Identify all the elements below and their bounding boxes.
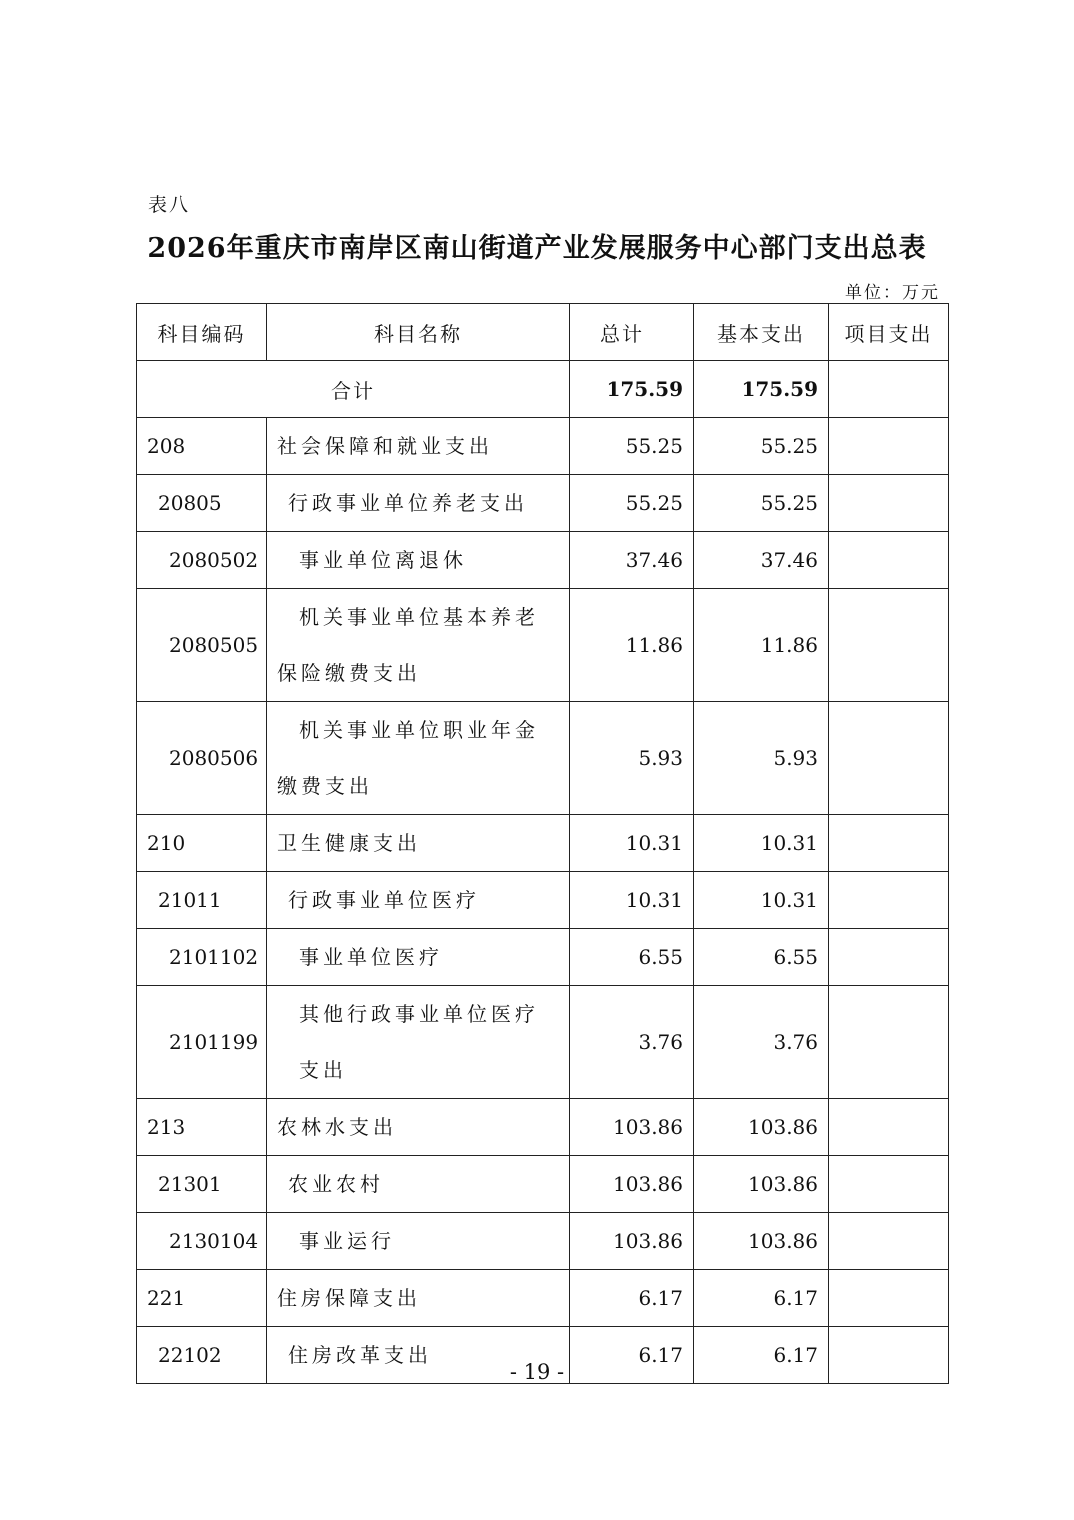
table-row	[137, 418, 949, 475]
row-code: 2101199	[137, 986, 267, 1099]
row-code: 22102	[137, 1327, 267, 1384]
table-row	[137, 1099, 949, 1156]
table-row	[137, 1270, 949, 1327]
table-row	[137, 872, 949, 929]
row-project	[829, 1099, 949, 1156]
page-number: - 19 -	[509, 1360, 565, 1384]
table-row	[137, 1213, 949, 1270]
row-basic: 6.17	[694, 1270, 829, 1327]
row-name: 行政事业单位养老支出	[267, 475, 570, 532]
row-name: 住房改革支出	[267, 1327, 570, 1384]
row-code: 210	[137, 815, 267, 872]
row-total: 10.31	[570, 815, 694, 872]
row-basic: 11.86	[694, 589, 829, 702]
header-project: 项目支出	[829, 304, 949, 361]
row-name: 农林水支出	[267, 1099, 570, 1156]
row-total: 11.86	[570, 589, 694, 702]
row-code: 2080505	[137, 589, 267, 702]
row-name: 机关事业单位基本养老保险缴费支出	[267, 589, 570, 702]
row-total: 5.93	[570, 702, 694, 815]
header-code: 科目编码	[137, 304, 267, 361]
row-total: 103.86	[570, 1099, 694, 1156]
row-code: 2080502	[137, 532, 267, 589]
row-basic: 6.17	[694, 1327, 829, 1384]
row-project	[829, 532, 949, 589]
row-basic: 55.25	[694, 418, 829, 475]
row-project	[829, 1156, 949, 1213]
row-project	[829, 418, 949, 475]
row-total: 103.86	[570, 1156, 694, 1213]
table-header-row	[137, 304, 949, 361]
header-name: 科目名称	[267, 304, 570, 361]
table-row	[137, 589, 949, 702]
row-total: 6.55	[570, 929, 694, 986]
row-name: 事业单位医疗	[267, 929, 570, 986]
row-basic: 10.31	[694, 815, 829, 872]
row-project	[829, 815, 949, 872]
table-row	[137, 1156, 949, 1213]
row-code: 2080506	[137, 702, 267, 815]
row-code: 221	[137, 1270, 267, 1327]
table-row	[137, 475, 949, 532]
row-project	[829, 1270, 949, 1327]
row-basic: 3.76	[694, 986, 829, 1099]
total-label: 合计	[137, 361, 570, 418]
unit-label: 单位：万元	[845, 283, 940, 303]
row-basic: 103.86	[694, 1099, 829, 1156]
row-project	[829, 986, 949, 1099]
row-basic: 10.31	[694, 872, 829, 929]
header-total: 总计	[570, 304, 694, 361]
row-project	[829, 1213, 949, 1270]
row-total: 37.46	[570, 532, 694, 589]
row-name: 事业单位离退休	[267, 532, 570, 589]
row-name: 行政事业单位医疗	[267, 872, 570, 929]
row-name: 机关事业单位职业年金缴费支出	[267, 702, 570, 815]
row-project	[829, 475, 949, 532]
row-name: 事业运行	[267, 1213, 570, 1270]
row-name: 社会保障和就业支出	[267, 418, 570, 475]
row-name: 住房保障支出	[267, 1270, 570, 1327]
table-row	[137, 986, 949, 1099]
row-project	[829, 872, 949, 929]
page-title: 2026年重庆市南岸区南山街道产业发展服务中心部门支出总表	[147, 233, 927, 264]
row-project	[829, 702, 949, 815]
table-row	[137, 702, 949, 815]
table-tag: 表八	[148, 194, 191, 216]
row-total: 55.25	[570, 418, 694, 475]
table-row	[137, 815, 949, 872]
row-name: 其他行政事业单位医疗支出	[267, 986, 570, 1099]
row-code: 21011	[137, 872, 267, 929]
table-row	[137, 929, 949, 986]
total-basic: 175.59	[694, 361, 829, 418]
row-code: 20805	[137, 475, 267, 532]
row-code: 208	[137, 418, 267, 475]
row-code: 2130104	[137, 1213, 267, 1270]
row-basic: 55.25	[694, 475, 829, 532]
row-basic: 6.55	[694, 929, 829, 986]
row-basic: 103.86	[694, 1213, 829, 1270]
table-row	[137, 532, 949, 589]
row-project	[829, 589, 949, 702]
row-code: 2101102	[137, 929, 267, 986]
row-total: 3.76	[570, 986, 694, 1099]
row-code: 21301	[137, 1156, 267, 1213]
row-total: 103.86	[570, 1213, 694, 1270]
row-total: 10.31	[570, 872, 694, 929]
row-total: 6.17	[570, 1270, 694, 1327]
row-basic: 37.46	[694, 532, 829, 589]
total-project	[829, 361, 949, 418]
expenditure-table	[136, 303, 949, 1384]
row-name: 卫生健康支出	[267, 815, 570, 872]
row-basic: 5.93	[694, 702, 829, 815]
header-basic: 基本支出	[694, 304, 829, 361]
row-project	[829, 929, 949, 986]
row-total: 55.25	[570, 475, 694, 532]
total-row	[137, 361, 949, 418]
total-total: 175.59	[570, 361, 694, 418]
row-total: 6.17	[570, 1327, 694, 1384]
row-code: 213	[137, 1099, 267, 1156]
row-name: 农业农村	[267, 1156, 570, 1213]
row-basic: 103.86	[694, 1156, 829, 1213]
